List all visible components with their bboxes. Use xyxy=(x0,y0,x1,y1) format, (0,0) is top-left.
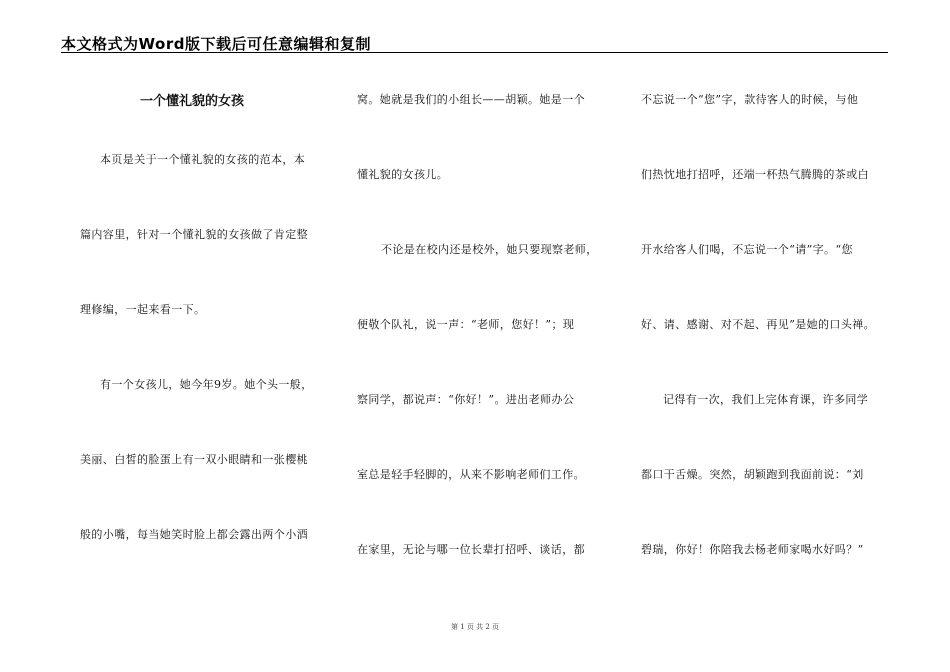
article-title: 一个懂礼貌的女孩 xyxy=(140,94,245,109)
text-line: 美丽、白皙的脸蛋上有一双小眼睛和一张樱桃 xyxy=(80,453,308,466)
text-line: 都口干舌燥。突然，胡颖跑到我面前说：“刘 xyxy=(641,468,864,481)
text-line: 室总是轻手轻脚的，从来不影响老师们工作。 xyxy=(357,468,585,481)
text-line: 察同学，都说声：“你好！”。进出老师办公 xyxy=(357,393,575,406)
text-line: 们热忱地打招呼，还端一杯热气腾腾的茶或白 xyxy=(641,168,869,181)
text-line: 般的小嘴，每当她笑时脸上都会露出两个小酒 xyxy=(80,528,308,541)
text-line: 碧瑞，你好！你陪我去杨老师家喝水好吗？” xyxy=(641,543,864,556)
text-line: 窝。她就是我们的小组长——胡颖。她是一个 xyxy=(357,93,585,106)
text-line: 懂礼貌的女孩儿。 xyxy=(357,168,449,181)
text-line: 有一个女孩儿，她今年9岁。她个头一般， xyxy=(100,378,313,391)
text-line: 本页是关于一个懂礼貌的女孩的范本，本 xyxy=(100,153,306,166)
text-line: 理修编，一起来看一下。 xyxy=(80,303,206,316)
text-line: 便敬个队礼，说一声：“老师，您好！”；现 xyxy=(357,318,575,331)
text-line: 好、请、感谢、对不起、再见”是她的口头禅。 xyxy=(641,318,876,331)
page-number-footer: 第 1 页 共 2 页 xyxy=(450,623,500,631)
text-line: 篇内容里，针对一个懂礼貌的女孩做了肯定整 xyxy=(80,228,308,241)
header-divider xyxy=(61,52,888,53)
document-header-title: 本文格式为Word版下载后可任意编辑和复制 xyxy=(61,35,371,53)
text-line: 开水给客人们喝，不忘说一个“请”字。“您 xyxy=(641,243,853,256)
text-line: 记得有一次，我们上完体育课，许多同学 xyxy=(663,393,869,406)
text-line: 在家里，无论与哪一位长辈打招呼、谈话，都 xyxy=(357,543,585,556)
text-line: 不论是在校内还是校外，她只要现察老师， xyxy=(381,243,598,256)
text-line: 不忘说一个“您”字，款待客人的时候，与他 xyxy=(641,93,859,106)
